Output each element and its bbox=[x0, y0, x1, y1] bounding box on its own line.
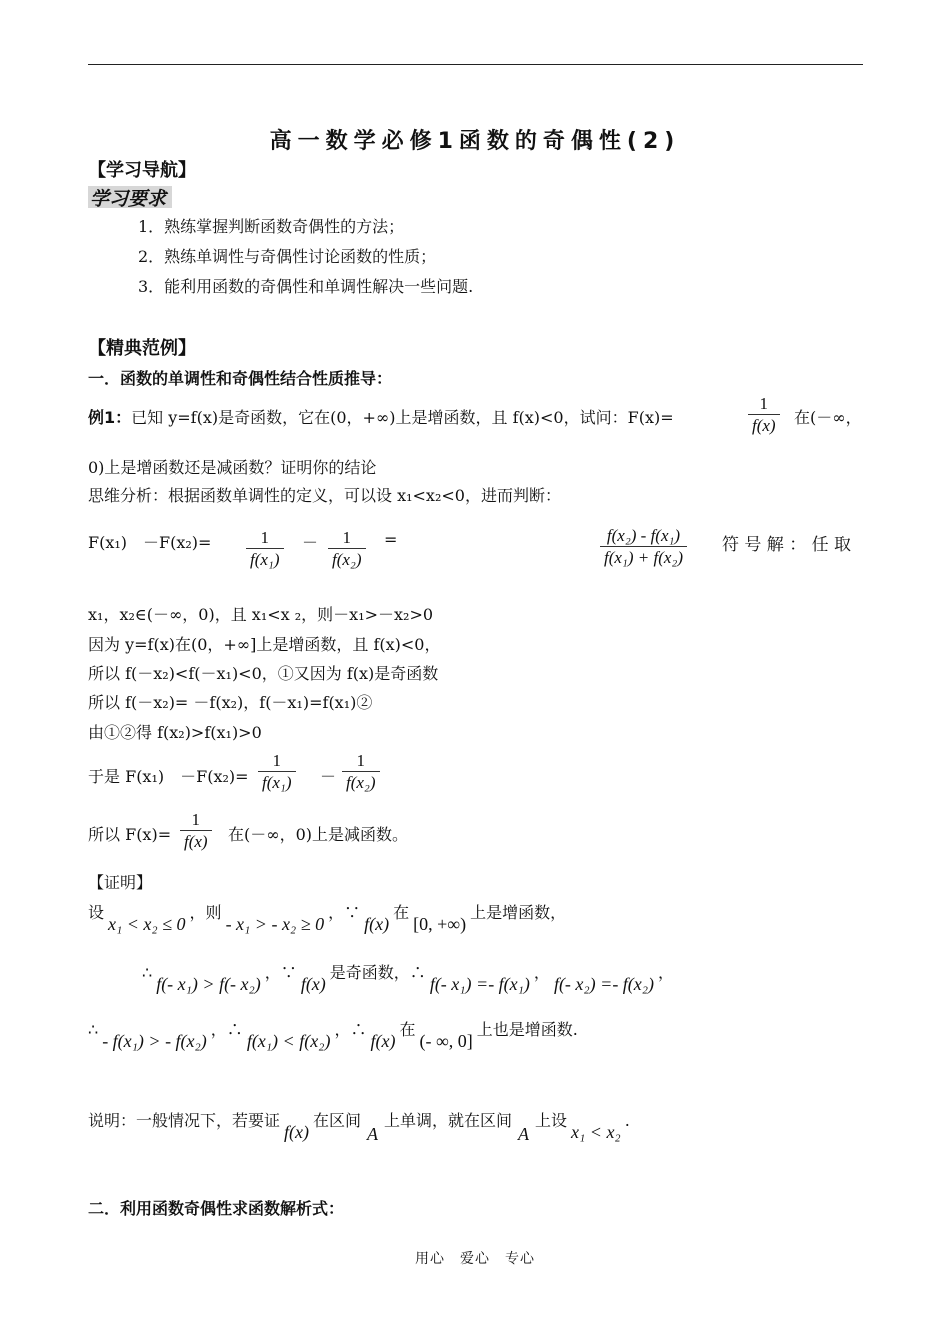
examples-heading: 【精典范例】 bbox=[88, 338, 196, 359]
sign-solution-text: 符 号 解 ： 任 取 bbox=[722, 535, 852, 555]
line-g-pre: 所以 F(x)= bbox=[88, 825, 172, 844]
example-1-line2: 0)上是增函数还是减函数？证明你的结论 bbox=[88, 458, 377, 477]
fraction-f-1: 1 f(x₁) bbox=[258, 751, 296, 794]
difference-expression: F(x₁) －F(x₂)= bbox=[88, 533, 212, 552]
fraction-g: 1 f(x) bbox=[180, 810, 212, 853]
line-b: 因为 y=f(x)在(0，+∞]上是增函数，且 f(x)<0， bbox=[88, 635, 441, 654]
line-a: x₁，x₂∈(－∞，0)，且 x₁<x ₂，则－x₁>－x₂>0 bbox=[88, 605, 434, 624]
line-f-minus: － bbox=[320, 767, 337, 786]
proof-heading: 【证明】 bbox=[88, 873, 153, 892]
page-title: 高一数学必修1函数的奇偶性(2) bbox=[269, 129, 681, 154]
example-1-label: 例1： bbox=[88, 408, 132, 427]
page-footer: 用心 爱心 专心 bbox=[415, 1251, 535, 1267]
fraction-diff-over-sum: f(x₂) - f(x₁) f(x₁) + f(x₂) bbox=[600, 526, 687, 569]
line-g-post: 在(－∞，0)上是减函数。 bbox=[228, 825, 408, 844]
req-item-2: 2．熟练单调性与奇偶性讨论函数的性质； bbox=[138, 247, 437, 266]
proof-line-3: ∴- f(x₁) > - f(x₂)，∴f(x₁) < f(x₂)，∴f(x)在(- ∞, 0]上也是增函数. bbox=[88, 1020, 578, 1051]
req-label: 学习要求 bbox=[90, 188, 167, 210]
line-d: 所以 f(－x₂)= －f(x₂)，f(－x₁)=f(x₁)② bbox=[88, 693, 373, 712]
example-1-tail: 在(－∞， bbox=[794, 408, 862, 427]
example-1-text: 例1：已知 y=f(x)是奇函数，它在(0，+∞)上是增函数，且 f(x)<0，试问：F(x)= bbox=[88, 408, 674, 427]
fraction-1-over-fx2: 1 f(x₂) bbox=[328, 528, 366, 571]
line-e: 由①②得 f(x₂)>f(x₁)>0 bbox=[88, 723, 262, 742]
req-item-1: 1．熟练掌握判断函数奇偶性的方法； bbox=[138, 217, 405, 236]
minus-sign: － bbox=[302, 533, 319, 552]
line-c: 所以 f(－x₂)<f(－x₁)<0，①又因为 f(x)是奇函数 bbox=[88, 664, 439, 683]
fraction-1-over-fx: 1 f(x) bbox=[748, 394, 780, 437]
fraction-f-2: 1 f(x₂) bbox=[342, 751, 380, 794]
header-rule bbox=[88, 64, 863, 65]
req-item-3: 3．能利用函数的奇偶性和单调性解决一些问题. bbox=[138, 277, 474, 296]
sub-heading-1: 一．函数的单调性和奇偶性结合性质推导： bbox=[88, 369, 393, 388]
sub-heading-2: 二．利用函数奇偶性求函数解析式： bbox=[88, 1199, 345, 1218]
guide-heading: 【学习导航】 bbox=[88, 160, 196, 181]
note-line: 说明：一般情况下，若要证f(x)在区间A上单调，就在区间A上设x₁ < x₂. bbox=[88, 1111, 630, 1144]
equals-sign: = bbox=[384, 530, 398, 549]
analysis-text: 思维分析：根据函数单调性的定义，可以设 x₁<x₂<0，进而判断： bbox=[88, 486, 561, 505]
line-f: 于是 F(x₁) －F(x₂)= bbox=[88, 767, 249, 786]
proof-line-1: 设x₁ < x₂ ≤ 0，则- x₁ > - x₂ ≥ 0，∵f(x)在[0, +∞)上是增函数， bbox=[88, 903, 567, 934]
fraction-1-over-fx1: 1 f(x₁) bbox=[246, 528, 284, 571]
proof-line-2: ∴f(- x₁) > f(- x₂)，∵f(x)是奇函数，∴f(- x₁) =- f(x₁)，f(- x₂) =- f(x₂)， bbox=[142, 963, 675, 994]
